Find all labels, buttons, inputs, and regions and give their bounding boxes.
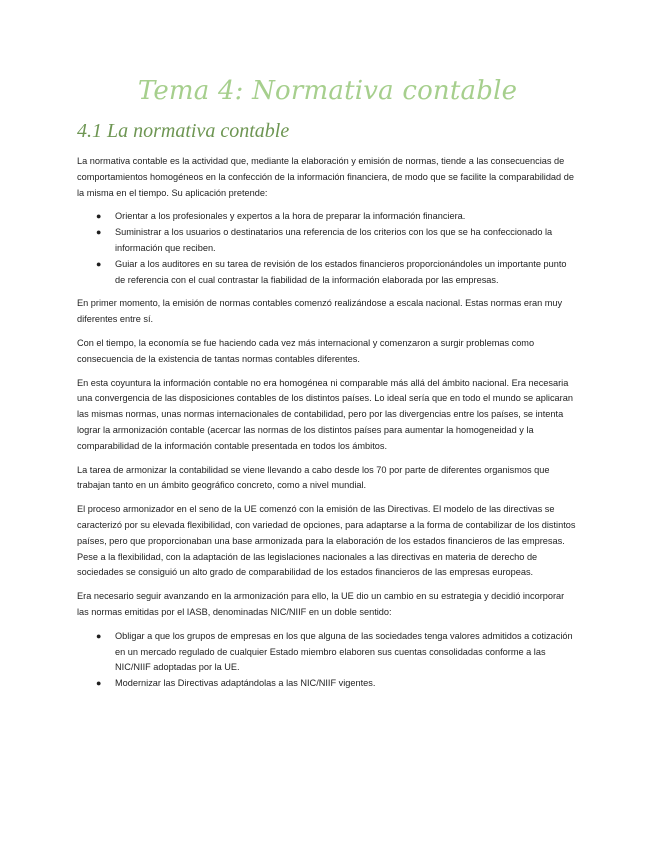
list-item-text: Guiar a los auditores en su tarea de revisión de los estados financieros proporcionándoles un importante punto de referencia con el cual contrastar la fiabilidad de la información elaborada por las empresas. xyxy=(115,258,567,285)
body-paragraph: El proceso armonizador en el seno de la UE comenzó con la emisión de las Directivas. El modelo de las directivas se caracterizó por su elevada flexibilidad, con variedad de opciones, para adaptarse a la forma de contabilizar de los distintos países, pero que proporcionaban una base armonizada para la elaboración de los estados financieros de las empresas. Pese a la flexibilidad, con la adaptación de las legislaciones nacionales a las directivas en materia de derecho de sociedades se consiguió un alto grado de comparabilidad de los estados financieros de las empresas europeas. xyxy=(77,504,576,578)
list-item-text: Obligar a que los grupos de empresas en los que alguna de las sociedades tenga valores admitidos a cotización en un mercado regulado de cualquier Estado miembro elaboren sus cuentas consolidadas conforme a las NIC/NIIF adoptadas por la UE. xyxy=(115,630,573,673)
body-paragraph: En primer momento, la emisión de normas contables comenzó realizándose a escala nacional. Estas normas eran muy diferentes entre sí. xyxy=(77,298,563,325)
list-item xyxy=(77,209,577,225)
list-item-text: Modernizar las Directivas adaptándolas a las NIC/NIIF vigentes. xyxy=(115,678,376,689)
objectives-list xyxy=(77,209,577,288)
bullet-icon: ● xyxy=(96,678,102,689)
bullet-icon: ● xyxy=(96,211,102,222)
bullet-icon: ● xyxy=(96,227,102,238)
eu-measures-list xyxy=(77,629,577,692)
list-item xyxy=(77,225,577,257)
bullet-icon: ● xyxy=(96,630,102,641)
document-body xyxy=(77,154,577,700)
list-item-text: Suministrar a los usuarios o destinatarios una referencia de los criterios con los que se ha confeccionado la información que reciben. xyxy=(115,227,553,253)
body-paragraph: Era necesario seguir avanzando en la armonización para ello, la UE dio un cambio en su estrategia y decidió incorporar las normas emitidas por el IASB, denominadas NIC/NIIF en un doble sentido: xyxy=(77,591,565,617)
body-paragraph: En esta coyuntura la información contable no era homogénea ni comparable más allá del ámbito nacional. Era necesaria una convergencia de las disposiciones contables de los distintos países. Lo ideal sería que en todo el mundo se aplicaran las mismas normas, unas normas internacionales de contabilidad, pero por las divergencias entre los países, se intenta lograr la armonización contable (acercar las normas de los distintos países para aumentar la homogeneidad y la comparabilidad de la información contable presentada en todos los ámbitos. xyxy=(77,377,573,451)
bullet-icon: ● xyxy=(96,258,102,269)
list-item-text: Orientar a los profesionales y expertos a la hora de preparar la información financiera. xyxy=(115,211,466,222)
section-heading: 4.1 La normativa contable xyxy=(77,120,290,142)
list-item xyxy=(77,676,577,692)
document-title: Tema 4: Normativa contable xyxy=(137,76,518,106)
body-paragraph: La tarea de armonizar la contabilidad se viene llevando a cabo desde los 70 por parte de diferentes organismos que trabajan tanto en un ámbito geográfico concreto, como a nivel mundial. xyxy=(77,464,550,491)
list-item xyxy=(77,257,577,289)
intro-paragraph: La normativa contable es la actividad que, mediante la elaboración y emisión de normas, tiende a las consecuencias de comportamientos homogéneos en la confección de la información financiera, de modo que se facilite la comparabilidad de la misma en el tiempo. Su aplicación pretende: xyxy=(77,156,574,198)
body-paragraph: Con el tiempo, la economía se fue haciendo cada vez más internacional y comenzaron a surgir problemas como consecuencia de la existencia de tantas normas contables diferentes. xyxy=(77,337,535,364)
list-item xyxy=(77,629,577,676)
